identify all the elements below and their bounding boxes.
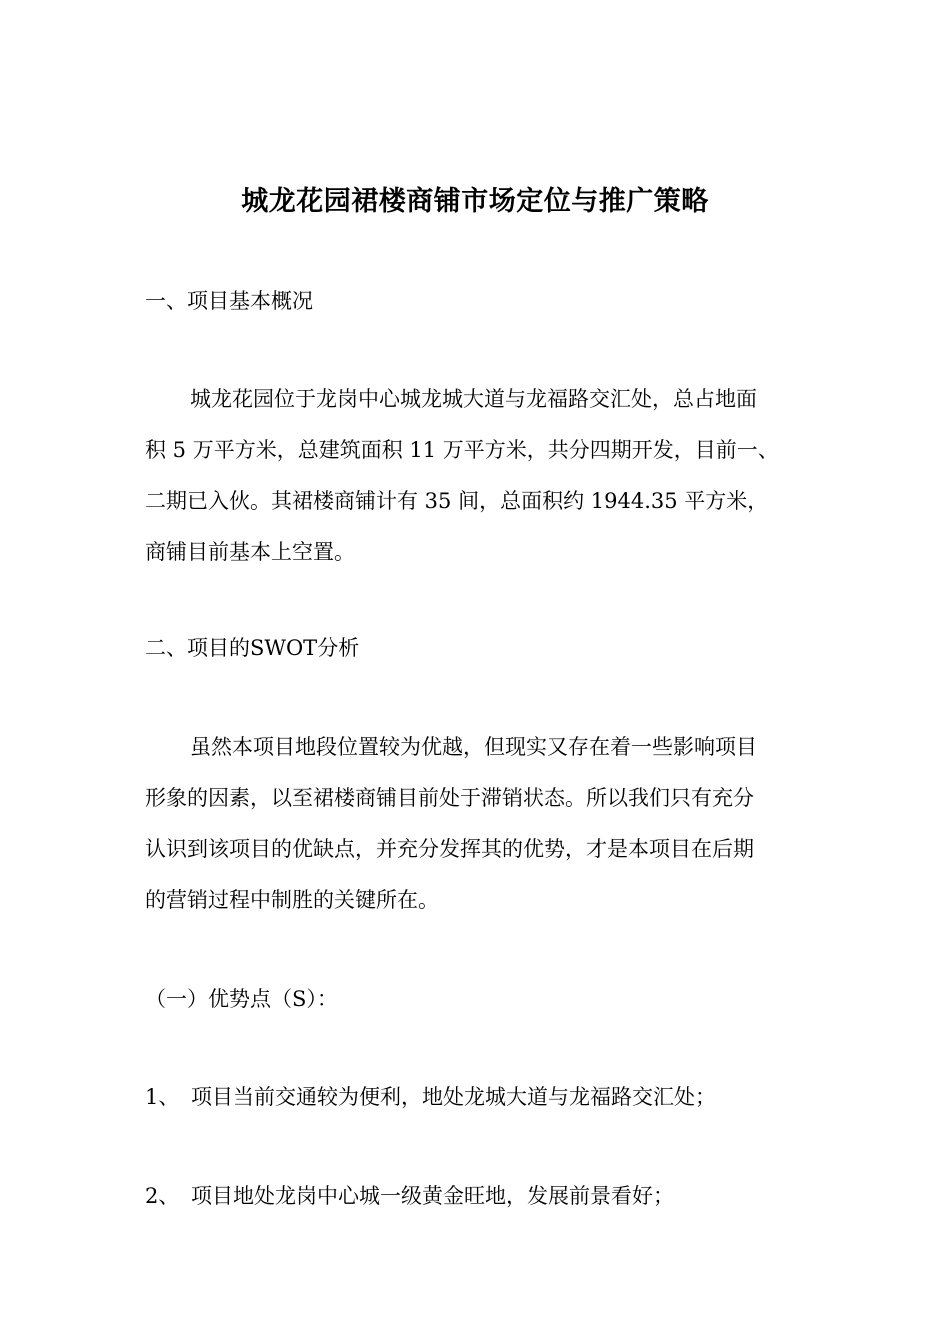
section-1-paragraph [145,374,835,578]
paragraph-line: 虽然本项目地段位置较为优越，但现实又存在着一些影响项目 [190,735,757,759]
list-item [145,1082,716,1112]
list-item [145,1181,674,1211]
paragraph-line: 城龙花园位于龙岗中心城龙城大道与龙福路交汇处，总占地面 [190,387,757,411]
paragraph-line: 形象的因素，以至裙楼商铺目前处于滞销状态。所以我们只有充分 [145,786,754,810]
paragraph-line: 积 5 万平方米，总建筑面积 11 万平方米，共分四期开发，目前一、 [145,438,779,462]
section-2-paragraph [145,722,835,926]
strengths-subheading: （一）优势点（S）： [145,987,338,1011]
list-item-number: 1、 [145,1085,180,1109]
paragraph-line: 商铺目前基本上空置。 [145,540,355,564]
section-1-heading: 一、项目基本概况 [145,289,313,313]
document-title: 城龙花园裙楼商铺市场定位与推广策略 [241,186,709,217]
paragraph-line: 二期已入伙。其裙楼商铺计有 35 间，总面积约 1944.35 平方米， [145,489,769,513]
list-item-text: 项目地处龙岗中心城一级黄金旺地，发展前景看好； [191,1184,674,1208]
list-item-text: 项目当前交通较为便利，地处龙城大道与龙福路交汇处； [191,1085,716,1109]
paragraph-line: 的营销过程中制胜的关键所在。 [145,888,439,912]
section-2-heading: 二、项目的SWOT分析 [145,636,360,660]
list-item-number: 2、 [145,1184,180,1208]
paragraph-line: 认识到该项目的优缺点，并充分发挥其的优势，才是本项目在后期 [145,837,754,861]
